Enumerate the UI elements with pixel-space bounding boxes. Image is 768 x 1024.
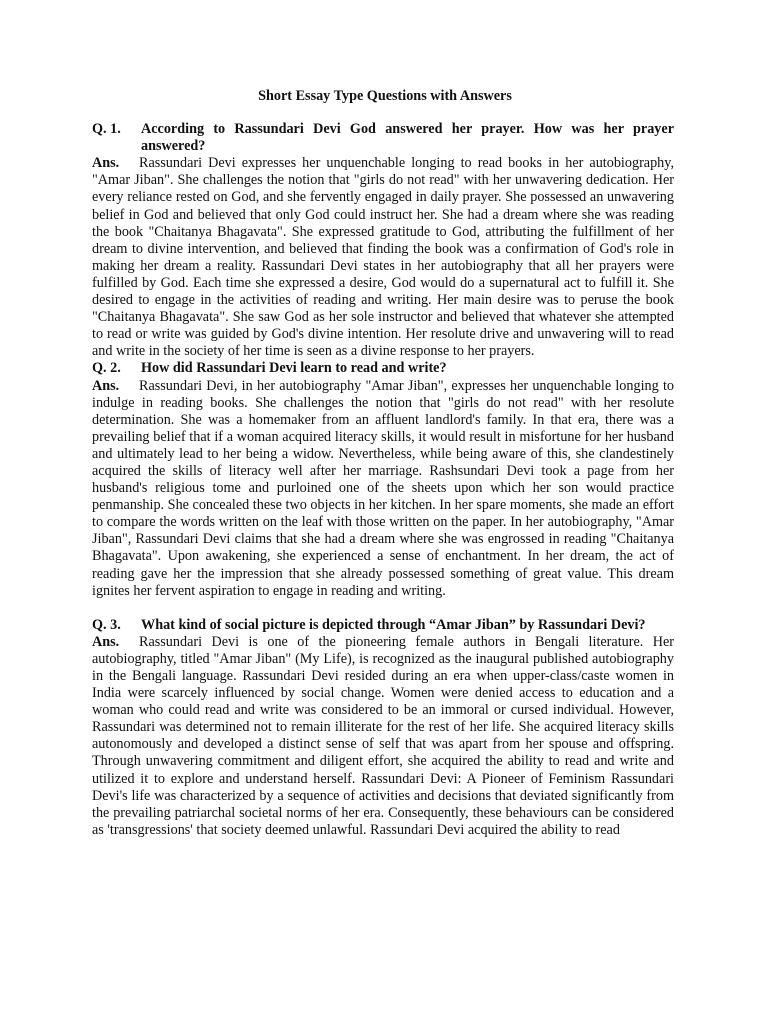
qa-block-3	[92, 617, 674, 839]
question-2	[92, 360, 674, 377]
qa-block-2	[92, 360, 674, 599]
answer-text: Rassundari Devi expresses her unquenchable longing to read books in her autobiography, "Amar Jiban". She challenges the notion that "girls do not read" with her unwavering dedication. Her every reliance rested on God, and she fervently engaged in daily prayer. She possessed an unwavering belief in God and believed that only God could instruct her. She had a dream where she was reading the book "Chaitanya Bhagavata". She expressed gratitude to God, attributing the fulfillment of her dream to divine intervention, and believed that finding the book was a confirmation of God's role in making her dream a reality. Rassundari Devi states in her autobiography that all her prayers were fulfilled by God. Each time she expressed a desire, God would do a supernatural act to fulfill it. She desired to engage in the activities of reading and writing. Her main desire was to peruse the book "Chaitanya Bhagavata". She saw God as her sole instructor and believed that whatever she attempted to read or write was guided by God's divine intention. Her resolute drive and unwavering will to read and write in the society of her time is seen as a divine response to her prayers.	[92, 155, 674, 360]
document-title: Short Essay Type Questions with Answers	[258, 88, 512, 104]
answer-text: Rassundari Devi is one of the pioneering female authors in Bengali literature. Her autobiography, titled "Amar Jiban" (My Life), is recognized as the inaugural published autobiography in the Bengali language. Rassundari Devi resided during an era when upper-class/caste women in India were scarcely influenced by social change. Women were denied access to education and a woman who could read and write was considered to be an immoral or cursed individual. However, Rassundari was determined not to remain illiterate for the rest of her life. She acquired literacy skills autonomously and developed a distinct sense of self that was apart from her spouse and offspring. Through unwavering commitment and diligent effort, she acquired the ability to read and write and utilized it to explore and understand herself. Rassundari Devi: A Pioneer of Feminism Rassundari Devi's life was characterized by a sequence of activities and decisions that deviated significantly from the prevailing patriarchal societal norms of her era. Consequently, these behaviours can be considered as 'transgressions' that society deemed unlawful. Rassundari Devi acquired the ability to read	[92, 633, 674, 838]
question-number: Q. 2.	[92, 360, 121, 377]
answer-1	[92, 155, 674, 360]
question-text: How did Rassundari Devi learn to read and write?	[141, 360, 447, 377]
answer-label: Ans.	[92, 155, 120, 172]
answer-text: Rassundari Devi, in her autobiography "Amar Jiban", expresses her unquenchable longing to indulge in reading books. She challenges the notion that "girls do not read" with her resolute determination. She was a homemaker from an affluent landlord's family. In that era, there was a prevailing belief that if a woman acquired literacy skills, it would result in misfortune for her husband and ultimately lead to her being a widow. Nevertheless, while being aware of this, she clandestinely acquired the skills of literacy well after her marriage. Rashsundari Devi took a page from her husband's religious tome and purloined one of the sheets upon which her son would practice penmanship. She concealed these two objects in her kitchen. In her spare moments, she made an effort to compare the words written on the leaf with those written on the paper. In her autobiography, "Amar Jiban", Rassundari Devi claims that she had a dream where she was engrossed in reading "Chaitanya Bhagavata". Upon awakening, she experienced a sense of enchantment. In her dream, the act of reading gave her the impression that she already possessed something of great value. This dream ignites her fervent aspiration to engage in reading and writing.	[92, 377, 674, 599]
question-number: Q. 3.	[92, 616, 121, 633]
question-3	[92, 617, 674, 634]
question-1	[92, 121, 674, 155]
document-page	[92, 88, 674, 839]
qa-block-1	[92, 121, 674, 360]
answer-label: Ans.	[92, 377, 120, 394]
answer-label: Ans.	[92, 633, 120, 650]
question-number: Q. 1.	[92, 121, 121, 138]
question-text: What kind of social picture is depicted through “Amar Jiban” by Rassundari Devi?	[141, 616, 646, 633]
answer-2	[92, 378, 674, 600]
answer-3	[92, 634, 674, 839]
question-text: According to Rassundari Devi God answered her prayer. How was her prayer answered?	[141, 121, 674, 155]
